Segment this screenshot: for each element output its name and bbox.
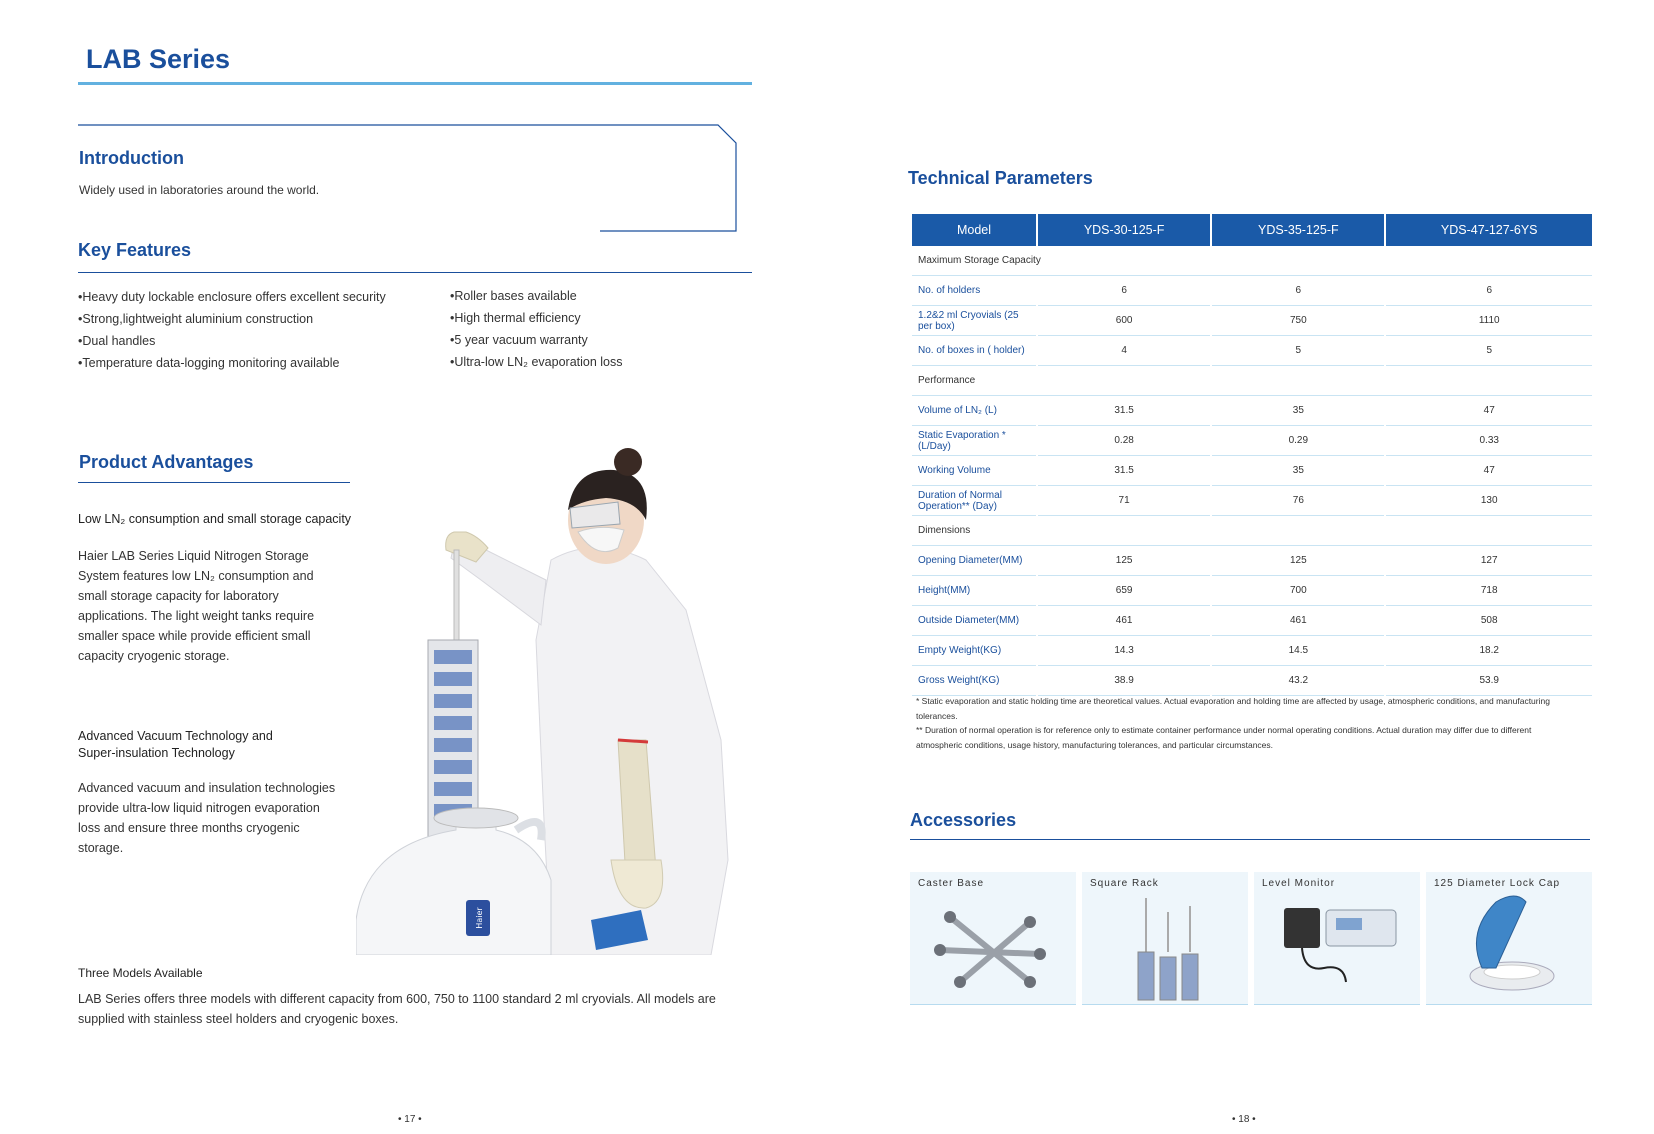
accessory-square-rack — [1082, 872, 1248, 1005]
table-cell: 700 — [1212, 576, 1384, 606]
title-underline — [78, 82, 752, 85]
table-cell: 5 — [1386, 336, 1592, 366]
three-models-text: LAB Series offers three models with different capacity from 600, 750 to 1100 standard 2 ml cryovials. All models are supplied with stainless steel holders and cryogenic boxes. — [78, 992, 716, 1026]
feature-item: • Heavy duty lockable enclosure offers excellent security — [78, 286, 386, 308]
table-row — [912, 666, 1592, 696]
product-advantages-heading: Product Advantages — [79, 452, 254, 472]
section-label: Dimensions — [912, 516, 1592, 546]
row-label: Opening Diameter(MM) — [912, 546, 1036, 576]
table-cell: 18.2 — [1386, 636, 1592, 666]
accessory-lock-cap — [1426, 872, 1592, 1005]
table-row — [912, 546, 1592, 576]
accessory-label: Caster Base — [918, 878, 985, 889]
table-cell: 0.33 — [1386, 426, 1592, 456]
table-cell: 750 — [1212, 306, 1384, 336]
product-advantages-underline — [78, 482, 350, 483]
table-cell: 71 — [1038, 486, 1210, 516]
feature-item: • Dual handles — [78, 330, 386, 352]
row-label: 1.2&2 ml Cryovials (25 per box) — [912, 306, 1036, 336]
row-label: No. of holders — [912, 276, 1036, 306]
table-cell: 508 — [1386, 606, 1592, 636]
accessory-label: Level Monitor — [1262, 878, 1336, 889]
caster-base-icon — [910, 872, 1076, 1004]
section-label: Performance — [912, 366, 1592, 396]
page-title: LAB Series — [86, 44, 231, 74]
table-footnotes — [916, 694, 1556, 752]
row-label: No. of boxes in ( holder) — [912, 336, 1036, 366]
page-number-right: • 18 • — [1232, 1114, 1256, 1125]
table-cell: 38.9 — [1038, 666, 1210, 696]
table-cell: 6 — [1386, 276, 1592, 306]
table-cell: 6 — [1038, 276, 1210, 306]
row-label: Duration of Normal Operation** (Day) — [912, 486, 1036, 516]
table-section-row — [912, 516, 1592, 546]
key-features-underline — [78, 272, 752, 273]
table-cell: 718 — [1386, 576, 1592, 606]
table-cell: 35 — [1212, 396, 1384, 426]
table-cell: 76 — [1212, 486, 1384, 516]
introduction-text: Widely used in laboratories around the world. — [79, 183, 320, 197]
table-cell: 0.28 — [1038, 426, 1210, 456]
level-monitor-icon — [1254, 872, 1420, 1004]
accessories-underline — [910, 839, 1590, 840]
row-label: Static Evaporation * (L/Day) — [912, 426, 1036, 456]
table-cell: 125 — [1038, 546, 1210, 576]
table-cell: 0.29 — [1212, 426, 1384, 456]
feature-item: • Roller bases available — [450, 285, 623, 307]
table-header-row — [912, 214, 1592, 246]
table-row — [912, 306, 1592, 336]
three-models-heading: Three Models Available — [78, 966, 203, 980]
advantage-subheading-2-line2: Super-insulation Technology — [78, 746, 235, 760]
feature-item: • High thermal efficiency — [450, 307, 623, 329]
table-cell: 4 — [1038, 336, 1210, 366]
footnote-2: ** Duration of normal operation is for reference only to estimate container performance under normal operating conditions. Actual duration may differ due to different atmospheric conditions, usage history, manufacturing tolerances, and particular circumstances. — [916, 725, 1532, 750]
table-cell: 14.3 — [1038, 636, 1210, 666]
table-cell: 461 — [1212, 606, 1384, 636]
page-number-left: • 17 • — [398, 1114, 422, 1125]
table-cell: 31.5 — [1038, 396, 1210, 426]
features-col1 — [78, 286, 386, 374]
feature-item: • Ultra-low LN₂ evaporation loss — [450, 351, 623, 373]
tank-logo: Haier — [475, 907, 484, 929]
table-cell: 47 — [1386, 396, 1592, 426]
table-section-row — [912, 246, 1592, 276]
intro-frame — [78, 124, 738, 232]
introduction-heading: Introduction — [79, 148, 184, 168]
advantage-text-1: Haier LAB Series Liquid Nitrogen Storage System features low LN₂ consumption and small storage capacity for laboratory applications. The light weight tanks require smaller space while provide efficient small capacity cryogenic storage. — [78, 549, 315, 663]
table-row — [912, 636, 1592, 666]
table-cell: 1110 — [1386, 306, 1592, 336]
table-header: YDS-35-125-F — [1212, 214, 1384, 246]
table-row — [912, 576, 1592, 606]
table-row — [912, 336, 1592, 366]
accessory-caster-base — [910, 872, 1076, 1005]
table-cell: 53.9 — [1386, 666, 1592, 696]
table-cell: 461 — [1038, 606, 1210, 636]
table-header: YDS-30-125-F — [1038, 214, 1210, 246]
section-label: Maximum Storage Capacity — [912, 246, 1592, 276]
advantage-subheading-1: Low LN₂ consumption and small storage capacity — [78, 512, 352, 526]
row-label: Volume of LN₂ (L) — [912, 396, 1036, 426]
table-row — [912, 276, 1592, 306]
table-cell: 600 — [1038, 306, 1210, 336]
feature-item: • Temperature data-logging monitoring available — [78, 352, 386, 374]
row-label: Height(MM) — [912, 576, 1036, 606]
table-cell: 35 — [1212, 456, 1384, 486]
advantage-subheading-2 — [78, 728, 273, 762]
square-rack-icon — [1082, 872, 1248, 1004]
table-cell: 14.5 — [1212, 636, 1384, 666]
table-cell: 127 — [1386, 546, 1592, 576]
table-cell: 31.5 — [1038, 456, 1210, 486]
lock-cap-icon — [1426, 872, 1592, 1004]
accessory-label: 125 Diameter Lock Cap — [1434, 878, 1561, 889]
technical-parameters-heading: Technical Parameters — [908, 168, 1093, 188]
table-cell: 659 — [1038, 576, 1210, 606]
accessory-level-monitor — [1254, 872, 1420, 1005]
table-row — [912, 456, 1592, 486]
table-cell: 5 — [1212, 336, 1384, 366]
table-cell: 43.2 — [1212, 666, 1384, 696]
footnote-1: * Static evaporation and static holding time are theoretical values. Actual evaporation and holding time are affected by usage, atmospheric conditions, and manufacturing tolerances. — [916, 696, 1550, 721]
row-label: Working Volume — [912, 456, 1036, 486]
table-row — [912, 396, 1592, 426]
table-cell: 47 — [1386, 456, 1592, 486]
row-label: Outside Diameter(MM) — [912, 606, 1036, 636]
feature-item: • Strong,lightweight aluminium construction — [78, 308, 386, 330]
table-section-row — [912, 366, 1592, 396]
technical-parameters-table — [910, 214, 1594, 696]
table-cell: 6 — [1212, 276, 1384, 306]
advantage-text-2: Advanced vacuum and insulation technologies provide ultra-low liquid nitrogen evaporation loss and ensure three months cryogenic storage. — [78, 781, 336, 855]
table-row — [912, 486, 1592, 516]
product-photo — [356, 440, 756, 955]
table-header: YDS-47-127-6YS — [1386, 214, 1592, 246]
advantage-subheading-2-line1: Advanced Vacuum Technology and — [78, 729, 273, 743]
table-cell: 130 — [1386, 486, 1592, 516]
accessories-heading: Accessories — [910, 810, 1017, 830]
accessory-label: Square Rack — [1090, 878, 1159, 889]
table-row — [912, 426, 1592, 456]
row-label: Gross Weight(KG) — [912, 666, 1036, 696]
features-col2 — [450, 285, 623, 373]
key-features-heading: Key Features — [78, 240, 192, 260]
row-label: Empty Weight(KG) — [912, 636, 1036, 666]
table-cell: 125 — [1212, 546, 1384, 576]
feature-item: • 5 year vacuum warranty — [450, 329, 623, 351]
table-header: Model — [912, 214, 1036, 246]
table-row — [912, 606, 1592, 636]
